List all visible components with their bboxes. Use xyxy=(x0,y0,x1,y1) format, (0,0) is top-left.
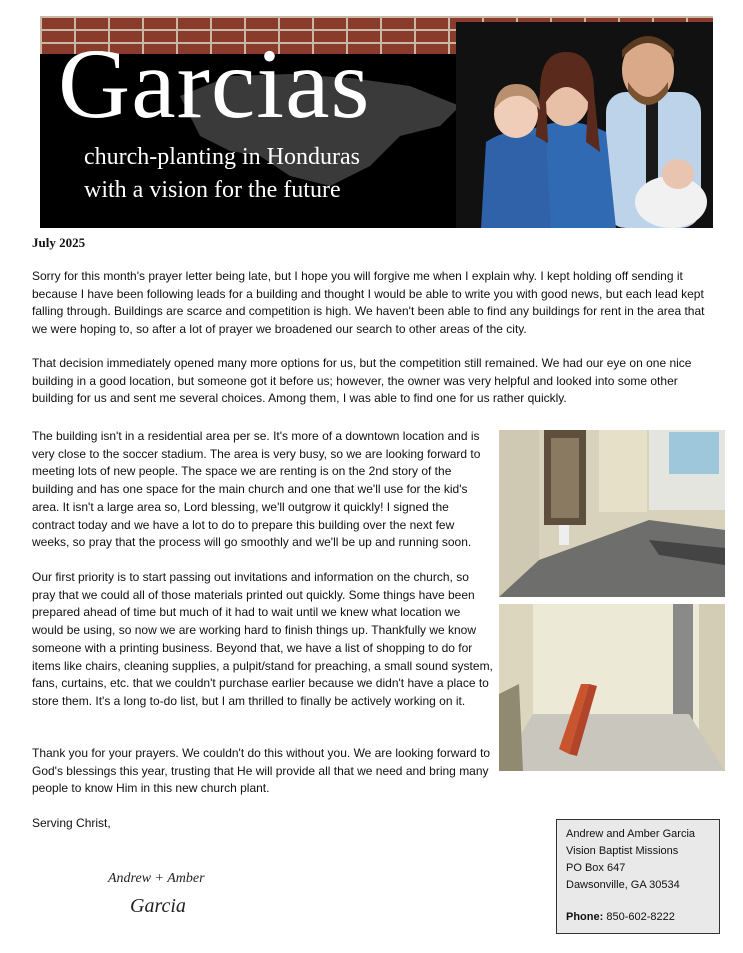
banner-tagline-line1: church-planting in Honduras xyxy=(84,144,360,170)
signature-line2: Garcia xyxy=(130,895,186,917)
banner-tagline-line2: with a vision for the future xyxy=(84,177,341,203)
paragraph-1: Sorry for this month's prayer letter being late, but I hope you will forgive me when I explain why. I kept holding off sending it because I have been following leads for a building and thought I would be able to write you with good news, but each lead kept falling through. Buildings are scarce and competition is high. We haven't been able to find any buildings for rent in the area that we were hoping to, so after a lot of prayer we broadened our search to other areas of the city. xyxy=(32,269,705,337)
paragraph-2: That decision immediately opened many more options for us, but the competition still remained. We had our eye on one nice building in a good location, but someone got it before us; however, the owner was very helpful and looked into some other building for us and sent me several choices. Among them, I was able to find one for us rather quickly. xyxy=(32,356,692,406)
address-spacer xyxy=(566,894,710,909)
address-line4: Dawsonville, GA 30534 xyxy=(566,879,680,891)
address-box xyxy=(556,819,720,934)
paragraph-5: Thank you for your prayers. We couldn't do this without you. We are looking forward to God's blessings this year, trusting that He will provide all that we need and bring many people to know Him in this new church plant. xyxy=(32,746,491,796)
paragraph-3: The building isn't in a residential area per se. It's more of a downtown location and is very close to the soccer stadium. The area is very busy, so we are looking forward to meeting lots of new people. The space we are renting is on the 2nd story of the building and has one space for the main church and one that we'll use for the kid's area. It isn't a large area so, Lord blessing, we'll outgrow it quickly! I signed the contract today and we have a lot to do to prepare this building over the next few weeks, so pray that the process will go smoothly and we'll be up and running soon. xyxy=(32,429,481,550)
header-banner xyxy=(40,16,713,228)
paragraph-4: Our first priority is to start passing out invitations and information on the church, so pray that we could all of those materials printed out quickly. Some things have been prepared ahead of time but much of it had to wait until we knew what location we would be using, so now we are working hard to finish things up. Thankfully we know someone with a printing business. Beyond that, we have a list of shopping to do for items like chairs, cleaning supplies, a pulpit/stand for preaching, a small sound system, fans, curtains, etc. that we couldn't purchase earlier because we didn't have a place to store them. It's a long to-do list, but I am thrilled to finally be actively working on it. xyxy=(32,570,493,708)
building-interior-photo-2 xyxy=(499,604,725,771)
banner-title: Garcias xyxy=(58,28,371,139)
address-line3: PO Box 647 xyxy=(566,862,626,874)
signature-line1: Andrew + Amber xyxy=(108,871,205,886)
signature xyxy=(106,858,236,918)
closing-text: Serving Christ, xyxy=(32,816,111,830)
phone-label: Phone: xyxy=(566,911,604,923)
address-line1: Andrew and Amber Garcia xyxy=(566,828,696,840)
phone-number: 850-602-8222 xyxy=(606,911,675,923)
building-interior-photo-1 xyxy=(499,430,725,597)
address-line2: Vision Baptist Missions xyxy=(566,845,679,857)
letter-date: July 2025 xyxy=(32,235,86,250)
phone-row xyxy=(566,909,710,926)
family-photo xyxy=(456,22,713,228)
